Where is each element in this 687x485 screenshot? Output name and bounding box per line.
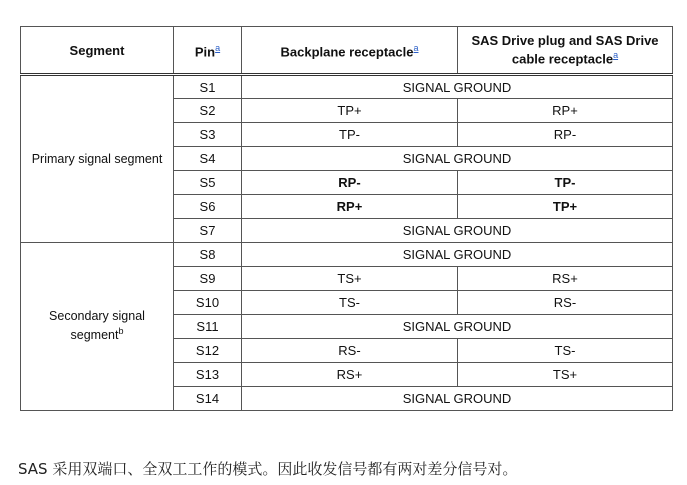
backplane-cell: TS- (242, 291, 458, 315)
merged-cell: SIGNAL GROUND (242, 147, 673, 171)
caption-text: SAS 采用双端口、全双工工作的模式。因此收发信号都有两对差分信号对。 (18, 460, 518, 478)
footnote-link-a[interactable]: a (413, 42, 419, 53)
header-drive-label: SAS Drive plug and SAS Drive cable receptacle (471, 33, 659, 67)
header-segment-label: Segment (69, 42, 125, 58)
pin-cell: S2 (174, 99, 242, 123)
merged-cell: SIGNAL GROUND (242, 387, 673, 411)
header-drive (458, 27, 673, 75)
drive-cell: RP- (458, 123, 673, 147)
pin-cell: S14 (174, 387, 242, 411)
pin-cell: S10 (174, 291, 242, 315)
drive-cell: TS- (458, 339, 673, 363)
segment-primary: Primary signal segment (21, 75, 174, 243)
drive-cell: TP- (458, 171, 673, 195)
header-segment (21, 27, 174, 75)
header-backplane-label: Backplane receptacle (280, 44, 414, 60)
drive-cell: TP+ (458, 195, 673, 219)
pin-cell: S4 (174, 147, 242, 171)
backplane-cell: RP- (242, 171, 458, 195)
footnote-link-a[interactable]: a (215, 42, 221, 53)
pin-cell: S5 (174, 171, 242, 195)
merged-cell: SIGNAL GROUND (242, 243, 673, 267)
header-backplane (242, 27, 458, 75)
pin-cell: S13 (174, 363, 242, 387)
drive-cell: RS- (458, 291, 673, 315)
pin-cell: S6 (174, 195, 242, 219)
merged-cell: SIGNAL GROUND (242, 315, 673, 339)
header-pin (174, 27, 242, 75)
backplane-cell: TP+ (242, 99, 458, 123)
segment-secondary-label: Secondary signal segment (49, 309, 145, 343)
table-row (21, 243, 673, 267)
pin-cell: S3 (174, 123, 242, 147)
backplane-cell: RS- (242, 339, 458, 363)
drive-cell: RS+ (458, 267, 673, 291)
pinout-table (20, 26, 673, 411)
pin-cell: S8 (174, 243, 242, 267)
segment-secondary (21, 243, 174, 411)
backplane-cell: RP+ (242, 195, 458, 219)
drive-cell: RP+ (458, 99, 673, 123)
footnote-link-a[interactable]: a (613, 50, 619, 61)
pin-cell: S12 (174, 339, 242, 363)
pin-cell: S7 (174, 219, 242, 243)
table-row (21, 75, 673, 99)
merged-cell: SIGNAL GROUND (242, 219, 673, 243)
footnote-marker-b: b (118, 326, 124, 337)
backplane-cell: TP- (242, 123, 458, 147)
backplane-cell: TS+ (242, 267, 458, 291)
backplane-cell: RS+ (242, 363, 458, 387)
pin-cell: S1 (174, 75, 242, 99)
header-row (21, 27, 673, 75)
merged-cell: SIGNAL GROUND (242, 75, 673, 99)
header-pin-label: Pin (194, 44, 216, 60)
drive-cell: TS+ (458, 363, 673, 387)
pin-cell: S9 (174, 267, 242, 291)
pin-cell: S11 (174, 315, 242, 339)
